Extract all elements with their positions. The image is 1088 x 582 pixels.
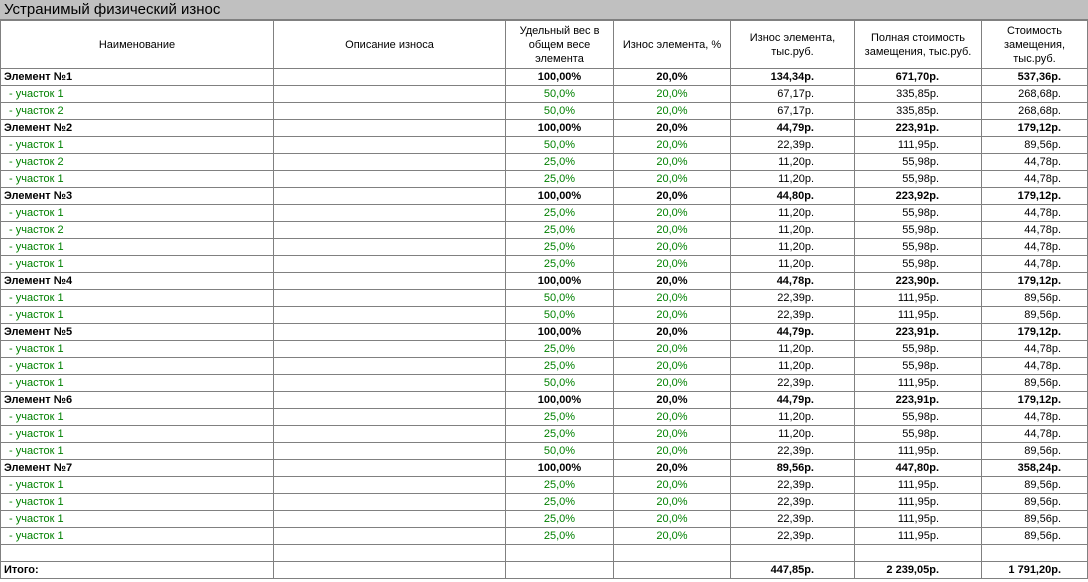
- cell-wear-percent[interactable]: 20,0%: [614, 222, 731, 239]
- cell-description[interactable]: [274, 426, 506, 443]
- cell-replacement-cost[interactable]: 44,78р.: [982, 256, 1088, 273]
- cell-description[interactable]: [274, 562, 506, 579]
- cell-replacement-cost[interactable]: 268,68р.: [982, 86, 1088, 103]
- section-row[interactable]: [1, 426, 1088, 443]
- cell-full-cost[interactable]: 55,98р.: [855, 171, 982, 188]
- section-row[interactable]: [1, 511, 1088, 528]
- cell-name[interactable]: - участок 2: [1, 154, 274, 171]
- cell-name[interactable]: - участок 1: [1, 307, 274, 324]
- cell-description[interactable]: [274, 324, 506, 341]
- cell-full-cost[interactable]: 55,98р.: [855, 256, 982, 273]
- cell-description[interactable]: [274, 86, 506, 103]
- cell-weight[interactable]: 25,0%: [506, 528, 614, 545]
- cell-weight[interactable]: 100,00%: [506, 273, 614, 290]
- cell-name[interactable]: Элемент №6: [1, 392, 274, 409]
- cell-name[interactable]: - участок 1: [1, 477, 274, 494]
- cell-wear-percent[interactable]: 20,0%: [614, 494, 731, 511]
- cell-weight[interactable]: 25,0%: [506, 256, 614, 273]
- cell-name[interactable]: Итого:: [1, 562, 274, 579]
- cell-wear-percent[interactable]: 20,0%: [614, 273, 731, 290]
- cell-full-cost[interactable]: 55,98р.: [855, 154, 982, 171]
- cell-description[interactable]: [274, 392, 506, 409]
- cell-description[interactable]: [274, 137, 506, 154]
- cell-wear-value[interactable]: 11,20р.: [731, 409, 855, 426]
- cell-wear-value[interactable]: 11,20р.: [731, 341, 855, 358]
- cell-wear-value[interactable]: 11,20р.: [731, 222, 855, 239]
- cell-replacement-cost[interactable]: 44,78р.: [982, 409, 1088, 426]
- cell-weight[interactable]: 25,0%: [506, 477, 614, 494]
- cell-wear-value[interactable]: 22,39р.: [731, 375, 855, 392]
- cell-wear-value[interactable]: 11,20р.: [731, 426, 855, 443]
- cell-wear-percent[interactable]: 20,0%: [614, 460, 731, 477]
- cell-weight[interactable]: 50,0%: [506, 137, 614, 154]
- cell-full-cost[interactable]: 111,95р.: [855, 511, 982, 528]
- element-row[interactable]: [1, 69, 1088, 86]
- column-header-wear-value[interactable]: Износ элемента, тыс.руб.: [731, 21, 855, 69]
- element-row[interactable]: [1, 273, 1088, 290]
- cell-description[interactable]: [274, 188, 506, 205]
- cell-description[interactable]: [274, 256, 506, 273]
- cell-name[interactable]: - участок 1: [1, 358, 274, 375]
- section-row[interactable]: [1, 137, 1088, 154]
- cell-wear-percent[interactable]: 20,0%: [614, 426, 731, 443]
- cell-full-cost[interactable]: 111,95р.: [855, 307, 982, 324]
- cell-full-cost[interactable]: 55,98р.: [855, 341, 982, 358]
- cell-description[interactable]: [274, 205, 506, 222]
- cell-replacement-cost[interactable]: 358,24р.: [982, 460, 1088, 477]
- cell-weight[interactable]: 100,00%: [506, 69, 614, 86]
- header-row: [1, 21, 1088, 69]
- cell-wear-value[interactable]: 44,80р.: [731, 188, 855, 205]
- cell-wear-percent[interactable]: [614, 545, 731, 562]
- cell-name[interactable]: Элемент №3: [1, 188, 274, 205]
- cell-wear-value[interactable]: 44,79р.: [731, 120, 855, 137]
- cell-name[interactable]: [1, 545, 274, 562]
- cell-full-cost[interactable]: 335,85р.: [855, 103, 982, 120]
- cell-wear-percent[interactable]: 20,0%: [614, 528, 731, 545]
- cell-description[interactable]: [274, 222, 506, 239]
- cell-wear-percent[interactable]: 20,0%: [614, 256, 731, 273]
- cell-weight[interactable]: 50,0%: [506, 443, 614, 460]
- cell-name[interactable]: Элемент №7: [1, 460, 274, 477]
- column-header-wear-percent[interactable]: Износ элемента, %: [614, 21, 731, 69]
- cell-name[interactable]: - участок 1: [1, 86, 274, 103]
- total-row[interactable]: [1, 562, 1088, 579]
- cell-description[interactable]: [274, 273, 506, 290]
- cell-wear-value[interactable]: 11,20р.: [731, 358, 855, 375]
- section-row[interactable]: [1, 477, 1088, 494]
- cell-wear-value[interactable]: 44,78р.: [731, 273, 855, 290]
- cell-description[interactable]: [274, 511, 506, 528]
- cell-weight[interactable]: 100,00%: [506, 460, 614, 477]
- cell-weight[interactable]: 50,0%: [506, 86, 614, 103]
- cell-wear-value[interactable]: 22,39р.: [731, 477, 855, 494]
- cell-replacement-cost[interactable]: 89,56р.: [982, 443, 1088, 460]
- cell-name[interactable]: - участок 1: [1, 239, 274, 256]
- cell-description[interactable]: [274, 239, 506, 256]
- section-row[interactable]: [1, 103, 1088, 120]
- cell-name[interactable]: - участок 1: [1, 426, 274, 443]
- cell-name[interactable]: - участок 1: [1, 205, 274, 222]
- cell-wear-value[interactable]: 67,17р.: [731, 103, 855, 120]
- cell-wear-value[interactable]: 11,20р.: [731, 171, 855, 188]
- section-row[interactable]: [1, 239, 1088, 256]
- cell-replacement-cost[interactable]: 89,56р.: [982, 511, 1088, 528]
- cell-full-cost[interactable]: 223,91р.: [855, 120, 982, 137]
- cell-wear-percent[interactable]: 20,0%: [614, 103, 731, 120]
- element-row[interactable]: [1, 120, 1088, 137]
- cell-wear-percent[interactable]: 20,0%: [614, 137, 731, 154]
- cell-wear-percent[interactable]: 20,0%: [614, 86, 731, 103]
- cell-wear-value[interactable]: 22,39р.: [731, 290, 855, 307]
- section-row[interactable]: [1, 222, 1088, 239]
- cell-wear-percent[interactable]: 20,0%: [614, 358, 731, 375]
- cell-wear-percent[interactable]: 20,0%: [614, 290, 731, 307]
- cell-wear-value[interactable]: 22,39р.: [731, 137, 855, 154]
- cell-replacement-cost[interactable]: 179,12р.: [982, 392, 1088, 409]
- cell-full-cost[interactable]: 111,95р.: [855, 528, 982, 545]
- cell-full-cost[interactable]: 111,95р.: [855, 290, 982, 307]
- cell-name[interactable]: - участок 1: [1, 171, 274, 188]
- cell-replacement-cost[interactable]: 44,78р.: [982, 239, 1088, 256]
- cell-name[interactable]: Элемент №4: [1, 273, 274, 290]
- cell-weight[interactable]: 25,0%: [506, 222, 614, 239]
- wear-table-container: [0, 20, 1088, 579]
- cell-wear-percent[interactable]: 20,0%: [614, 392, 731, 409]
- cell-wear-value[interactable]: 22,39р.: [731, 494, 855, 511]
- section-row[interactable]: [1, 375, 1088, 392]
- cell-full-cost[interactable]: 111,95р.: [855, 443, 982, 460]
- cell-wear-percent[interactable]: 20,0%: [614, 443, 731, 460]
- cell-full-cost[interactable]: 223,92р.: [855, 188, 982, 205]
- cell-weight[interactable]: 25,0%: [506, 341, 614, 358]
- cell-replacement-cost[interactable]: 89,56р.: [982, 307, 1088, 324]
- cell-weight[interactable]: 50,0%: [506, 290, 614, 307]
- cell-replacement-cost[interactable]: 89,56р.: [982, 477, 1088, 494]
- cell-weight[interactable]: 50,0%: [506, 103, 614, 120]
- cell-replacement-cost[interactable]: 179,12р.: [982, 273, 1088, 290]
- cell-wear-value[interactable]: 22,39р.: [731, 528, 855, 545]
- section-row[interactable]: [1, 256, 1088, 273]
- cell-weight[interactable]: 25,0%: [506, 171, 614, 188]
- cell-replacement-cost[interactable]: 179,12р.: [982, 324, 1088, 341]
- section-row[interactable]: [1, 307, 1088, 324]
- section-row[interactable]: [1, 86, 1088, 103]
- cell-replacement-cost[interactable]: 89,56р.: [982, 290, 1088, 307]
- cell-description[interactable]: [274, 103, 506, 120]
- cell-full-cost[interactable]: 223,90р.: [855, 273, 982, 290]
- cell-name[interactable]: - участок 2: [1, 222, 274, 239]
- cell-replacement-cost[interactable]: [982, 545, 1088, 562]
- cell-full-cost[interactable]: 447,80р.: [855, 460, 982, 477]
- cell-wear-percent[interactable]: 20,0%: [614, 154, 731, 171]
- cell-description[interactable]: [274, 307, 506, 324]
- cell-full-cost[interactable]: 55,98р.: [855, 239, 982, 256]
- cell-description[interactable]: [274, 409, 506, 426]
- section-row[interactable]: [1, 358, 1088, 375]
- cell-description[interactable]: [274, 460, 506, 477]
- cell-replacement-cost[interactable]: 179,12р.: [982, 188, 1088, 205]
- cell-full-cost[interactable]: 111,95р.: [855, 375, 982, 392]
- cell-wear-percent[interactable]: 20,0%: [614, 205, 731, 222]
- cell-weight[interactable]: 25,0%: [506, 511, 614, 528]
- cell-wear-percent[interactable]: 20,0%: [614, 69, 731, 86]
- cell-wear-value[interactable]: 11,20р.: [731, 205, 855, 222]
- cell-weight[interactable]: 25,0%: [506, 358, 614, 375]
- cell-full-cost[interactable]: 55,98р.: [855, 426, 982, 443]
- cell-wear-percent[interactable]: 20,0%: [614, 477, 731, 494]
- cell-wear-percent[interactable]: 20,0%: [614, 171, 731, 188]
- cell-wear-percent[interactable]: 20,0%: [614, 409, 731, 426]
- cell-replacement-cost[interactable]: 44,78р.: [982, 358, 1088, 375]
- cell-weight[interactable]: [506, 562, 614, 579]
- cell-wear-value[interactable]: [731, 545, 855, 562]
- cell-wear-value[interactable]: 22,39р.: [731, 443, 855, 460]
- cell-full-cost[interactable]: 111,95р.: [855, 494, 982, 511]
- cell-wear-percent[interactable]: 20,0%: [614, 120, 731, 137]
- cell-weight[interactable]: 100,00%: [506, 392, 614, 409]
- cell-full-cost[interactable]: [855, 545, 982, 562]
- cell-description[interactable]: [274, 443, 506, 460]
- cell-wear-value[interactable]: 11,20р.: [731, 154, 855, 171]
- cell-wear-value[interactable]: 44,79р.: [731, 324, 855, 341]
- cell-weight[interactable]: 25,0%: [506, 154, 614, 171]
- table-body: [1, 69, 1088, 579]
- column-header-full-cost[interactable]: Полная стоимость замещения, тыс.руб.: [855, 21, 982, 69]
- cell-weight[interactable]: 25,0%: [506, 494, 614, 511]
- section-row[interactable]: [1, 205, 1088, 222]
- column-header-name[interactable]: Наименование: [1, 21, 274, 69]
- cell-full-cost[interactable]: 671,70р.: [855, 69, 982, 86]
- cell-wear-percent[interactable]: 20,0%: [614, 511, 731, 528]
- cell-name[interactable]: - участок 2: [1, 103, 274, 120]
- cell-name[interactable]: - участок 1: [1, 409, 274, 426]
- cell-replacement-cost[interactable]: 44,78р.: [982, 341, 1088, 358]
- cell-name[interactable]: - участок 1: [1, 290, 274, 307]
- cell-wear-value[interactable]: 89,56р.: [731, 460, 855, 477]
- element-row[interactable]: [1, 392, 1088, 409]
- cell-replacement-cost[interactable]: 89,56р.: [982, 494, 1088, 511]
- cell-weight[interactable]: 25,0%: [506, 426, 614, 443]
- cell-replacement-cost[interactable]: 537,36р.: [982, 69, 1088, 86]
- cell-wear-percent[interactable]: 20,0%: [614, 375, 731, 392]
- section-row[interactable]: [1, 341, 1088, 358]
- cell-wear-percent[interactable]: 20,0%: [614, 324, 731, 341]
- cell-weight[interactable]: 50,0%: [506, 307, 614, 324]
- cell-name[interactable]: - участок 1: [1, 443, 274, 460]
- cell-weight[interactable]: 100,00%: [506, 120, 614, 137]
- cell-full-cost[interactable]: 2 239,05р.: [855, 562, 982, 579]
- cell-name[interactable]: - участок 1: [1, 511, 274, 528]
- cell-description[interactable]: [274, 528, 506, 545]
- column-header-weight[interactable]: Удельный вес в общем весе элемента: [506, 21, 614, 69]
- cell-replacement-cost[interactable]: 44,78р.: [982, 154, 1088, 171]
- cell-full-cost[interactable]: 111,95р.: [855, 137, 982, 154]
- section-row[interactable]: [1, 528, 1088, 545]
- cell-replacement-cost[interactable]: 89,56р.: [982, 528, 1088, 545]
- cell-replacement-cost[interactable]: 89,56р.: [982, 375, 1088, 392]
- cell-name[interactable]: - участок 1: [1, 375, 274, 392]
- cell-wear-percent[interactable]: 20,0%: [614, 188, 731, 205]
- cell-replacement-cost[interactable]: 89,56р.: [982, 137, 1088, 154]
- cell-wear-value[interactable]: 11,20р.: [731, 239, 855, 256]
- element-row[interactable]: [1, 188, 1088, 205]
- cell-description[interactable]: [274, 290, 506, 307]
- cell-description[interactable]: [274, 154, 506, 171]
- cell-name[interactable]: - участок 1: [1, 341, 274, 358]
- cell-wear-percent[interactable]: 20,0%: [614, 239, 731, 256]
- section-row[interactable]: [1, 443, 1088, 460]
- cell-name[interactable]: - участок 1: [1, 494, 274, 511]
- cell-full-cost[interactable]: 223,91р.: [855, 324, 982, 341]
- cell-description[interactable]: [274, 494, 506, 511]
- cell-weight[interactable]: 100,00%: [506, 188, 614, 205]
- cell-name[interactable]: - участок 1: [1, 528, 274, 545]
- cell-wear-value[interactable]: 447,85р.: [731, 562, 855, 579]
- cell-weight[interactable]: [506, 545, 614, 562]
- cell-description[interactable]: [274, 341, 506, 358]
- cell-full-cost[interactable]: 55,98р.: [855, 222, 982, 239]
- cell-description[interactable]: [274, 375, 506, 392]
- cell-weight[interactable]: 50,0%: [506, 375, 614, 392]
- cell-wear-percent[interactable]: [614, 562, 731, 579]
- cell-full-cost[interactable]: 55,98р.: [855, 358, 982, 375]
- cell-full-cost[interactable]: 55,98р.: [855, 205, 982, 222]
- cell-description[interactable]: [274, 358, 506, 375]
- element-row[interactable]: [1, 460, 1088, 477]
- cell-full-cost[interactable]: 55,98р.: [855, 409, 982, 426]
- cell-description[interactable]: [274, 120, 506, 137]
- cell-replacement-cost[interactable]: 44,78р.: [982, 205, 1088, 222]
- section-row[interactable]: [1, 409, 1088, 426]
- cell-wear-value[interactable]: 22,39р.: [731, 511, 855, 528]
- cell-description[interactable]: [274, 545, 506, 562]
- cell-replacement-cost[interactable]: 44,78р.: [982, 426, 1088, 443]
- cell-wear-value[interactable]: 44,79р.: [731, 392, 855, 409]
- column-header-replacement-cost[interactable]: Стоимость замещения, тыс.руб.: [982, 21, 1088, 69]
- blank-row[interactable]: [1, 545, 1088, 562]
- cell-name[interactable]: Элемент №5: [1, 324, 274, 341]
- wear-table: [0, 20, 1088, 579]
- cell-full-cost[interactable]: 335,85р.: [855, 86, 982, 103]
- cell-replacement-cost[interactable]: 44,78р.: [982, 222, 1088, 239]
- cell-weight[interactable]: 100,00%: [506, 324, 614, 341]
- cell-wear-percent[interactable]: 20,0%: [614, 341, 731, 358]
- cell-replacement-cost[interactable]: 44,78р.: [982, 171, 1088, 188]
- cell-description[interactable]: [274, 69, 506, 86]
- cell-description[interactable]: [274, 477, 506, 494]
- cell-full-cost[interactable]: 223,91р.: [855, 392, 982, 409]
- column-header-description[interactable]: Описание износа: [274, 21, 506, 69]
- section-row[interactable]: [1, 171, 1088, 188]
- cell-weight[interactable]: 25,0%: [506, 239, 614, 256]
- cell-name[interactable]: Элемент №1: [1, 69, 274, 86]
- cell-weight[interactable]: 25,0%: [506, 409, 614, 426]
- cell-replacement-cost[interactable]: 179,12р.: [982, 120, 1088, 137]
- cell-weight[interactable]: 25,0%: [506, 205, 614, 222]
- cell-description[interactable]: [274, 171, 506, 188]
- element-row[interactable]: [1, 324, 1088, 341]
- cell-wear-value[interactable]: 134,34р.: [731, 69, 855, 86]
- cell-full-cost[interactable]: 111,95р.: [855, 477, 982, 494]
- section-row[interactable]: [1, 494, 1088, 511]
- cell-name[interactable]: - участок 1: [1, 137, 274, 154]
- cell-wear-value[interactable]: 22,39р.: [731, 307, 855, 324]
- section-row[interactable]: [1, 290, 1088, 307]
- cell-name[interactable]: - участок 1: [1, 256, 274, 273]
- cell-replacement-cost[interactable]: 268,68р.: [982, 103, 1088, 120]
- section-row[interactable]: [1, 154, 1088, 171]
- window-title: Устранимый физический износ: [0, 0, 1088, 20]
- cell-wear-value[interactable]: 11,20р.: [731, 256, 855, 273]
- cell-name[interactable]: Элемент №2: [1, 120, 274, 137]
- cell-wear-percent[interactable]: 20,0%: [614, 307, 731, 324]
- cell-replacement-cost[interactable]: 1 791,20р.: [982, 562, 1088, 579]
- cell-wear-value[interactable]: 67,17р.: [731, 86, 855, 103]
